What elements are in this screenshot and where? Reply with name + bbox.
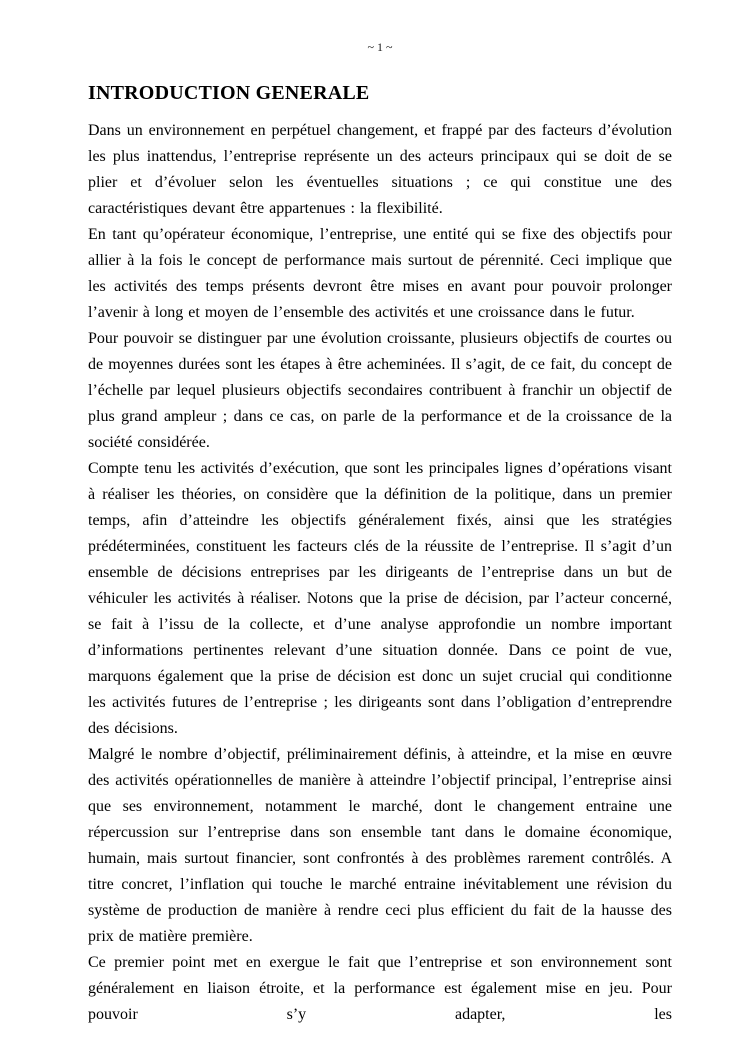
paragraph-5: Malgré le nombre d’objectif, préliminairement définis, à atteindre, et la mise en œuvre des activités opérationnelles de manière à atteindre l’objectif principal, l’entreprise ainsi que ses environnement, notamment le marché, dont le changement entraine une répercussion sur l’entreprise dans son ensemble tant dans le domaine économique, humain, mais surtout financier, sont confrontés à des problèmes rarement contrôlés. A titre concret, l’inflation qui touche le marché entraine inévitablement une révision du système de production de manière à rendre ceci plus efficient du fait de la hausse des prix de matière première.	[88, 746, 672, 945]
paragraph-3: Pour pouvoir se distinguer par une évolution croissante, plusieurs objectifs de courtes ou de moyennes durées sont les étapes à être acheminées. Il s’agit, de ce fait, du concept de l’échelle par lequel plusieurs objectifs secondaires contribuent à franchir un objectif de plus grand ampleur ; dans ce cas, on parle de la performance et de la croissance de la société considérée.	[88, 330, 672, 451]
paragraph-4: Compte tenu les activités d’exécution, que sont les principales lignes d’opérations visant à réaliser les théories, on considère que la définition de la politique, dans un premier temps, afin d’atteindre les objectifs généralement fixés, ainsi que les stratégies prédéterminées, constituent les facteurs clés de la réussite de l’entreprise. Il s’agit d’un ensemble de décisions entreprises par les dirigeants de l’entreprise dans un but de véhiculer les activités à réaliser. Notons que la prise de décision, par l’acteur concerné, se fait à l’issu de la collecte, et d’une analyse approfondie un nombre important d’informations pertinentes relevant d’une situation donnée. Dans ce point de vue, marquons également que la prise de décision est donc un sujet crucial qui conditionne les activités futures de l’entreprise ; les dirigeants sont dans l’obligation d’entreprendre des décisions.	[88, 460, 672, 737]
paragraph-2: En tant qu’opérateur économique, l’entreprise, une entité qui se fixe des objectifs pour allier à la fois le concept de performance mais surtout de pérennité. Ceci implique que les activités des temps présents devront être mises en avant pour pouvoir prolonger l’avenir à long et moyen de l’ensemble des activités et une croissance dans le futur.	[88, 226, 672, 321]
paragraph-6: Ce premier point met en exergue le fait que l’entreprise et son environnement sont généralement en liaison étroite, et la performance est également mise en jeu. Pour pouvoir s’y adapter, les	[88, 954, 672, 1023]
page-title: INTRODUCTION GENERALE	[88, 82, 370, 104]
paragraph-1: Dans un environnement en perpétuel changement, et frappé par des facteurs d’évolution les plus inattendus, l’entreprise représente un des acteurs principaux qui se doit de se plier et d’évoluer selon les éventuelles situations ; ce qui constitue une des caractéristiques devant être appartenues : la flexibilité.	[88, 122, 672, 217]
page-number: ~ 1 ~	[367, 40, 393, 54]
